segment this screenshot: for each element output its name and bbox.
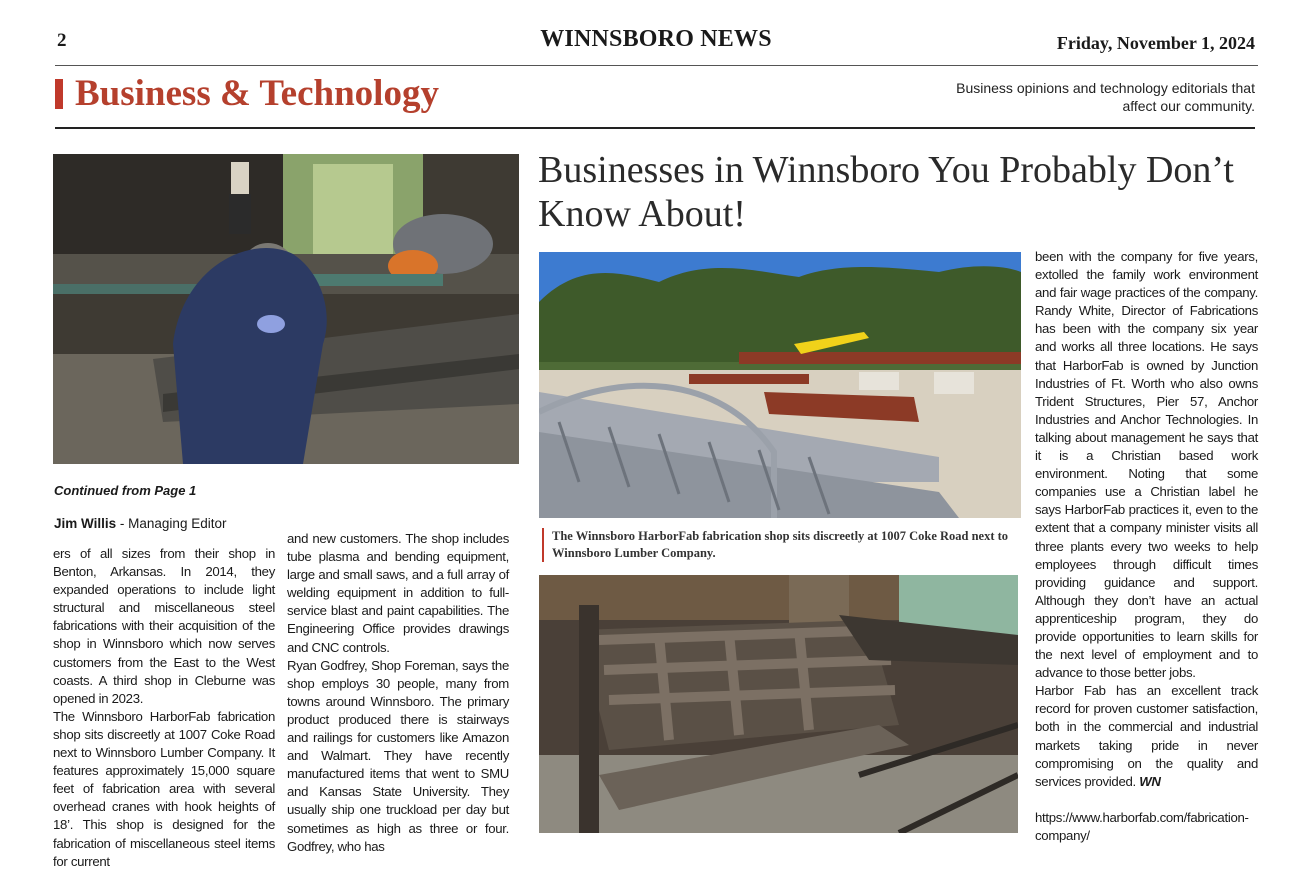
section-title: Business & Technology: [75, 73, 439, 114]
paragraph: The Winnsboro HarborFab fabrication shop sits discreetly at 1007 Coke Road next to Winnsboro Lumber Company. It features approximately 15,000 square feet of fabrication area with several overhead cranes with hook heights of 18’. This shop is designed for the fabrication of miscellaneous steel items for current: [53, 708, 275, 869]
masthead: WINNSBORO NEWS: [540, 26, 772, 52]
welder-photo: [53, 154, 519, 464]
continued-label: Continued from Page 1: [54, 483, 197, 498]
source-url[interactable]: https://www.harborfab.com/fabrication-company/: [1035, 809, 1249, 843]
fabrication-yard-photo: [539, 252, 1021, 518]
signoff-mark: WN: [1139, 773, 1161, 789]
photo-caption: The Winnsboro HarborFab fabrication shop sits discreetly at 1007 Coke Road next to Winnsboro Lumber Company.: [542, 528, 1028, 562]
paragraph: been with the company for five years, extolled the family work environment and fair wage practices of the company. Randy White, Director of Fabrications has been with the company six year and works all three locations. He says that HarborFab is owned by Junction Industries of Ft. Worth who also owns Trident Structures, Pier 57, Anchor Industries and Anchor Technologies. In talking about management he says that it is a Christian based work environment. Noting that some companies use a Christian label he says HarborFab practices it, even to the extent that a company minister visits all three plants every two weeks to help employees through difficult times providing guidance and support. Although they don’t have an actual apprenticeship program, they do provide opportunities to learn skills for the next level of employment and to advance to those better jobs.: [1035, 249, 1258, 681]
paragraph: [1035, 682, 1258, 791]
page-number: 2: [57, 30, 67, 51]
byline: [54, 516, 226, 531]
paragraph: and new customers. The shop includes tube plasma and bending equipment, large and small saws, and a full array of welding equipment in addition to full-service blast and paint capabilities. The Engineering Office provides drawings and CNC controls.: [287, 531, 509, 655]
article-column-2: [287, 530, 509, 856]
section-tagline: Business opinions and technology editorials that affect our community.: [956, 80, 1255, 114]
article-column-3: [1035, 248, 1258, 845]
issue-date: Friday, November 1, 2024: [1056, 33, 1255, 53]
shop-interior-photo: [539, 575, 1018, 833]
section-rule: [55, 127, 1255, 129]
article-column-1: [53, 545, 275, 871]
article-headline: Businesses in Winnsboro You Probably Don’t Know About!: [538, 149, 1234, 235]
section-accent-bar: [55, 79, 63, 109]
author-name: Jim Willis: [54, 516, 117, 531]
paragraph: ers of all sizes from their shop in Benton, Arkansas. In 2014, they expanded operations to include light structural and miscellaneous steel fabrications with their acquisition of the shop in Winnsboro which now serves customers from the East to the West coasts. A third shop in Cleburne was opened in 2023.: [53, 546, 275, 706]
author-role: - Managing Editor: [116, 516, 227, 531]
header-rule: [55, 65, 1258, 66]
paragraph: Ryan Godfrey, Shop Foreman, says the shop employs 30 people, many from towns around Winnsboro. The primary product produced there is stairways and railings for customers like Amazon and Walmart. They have recently manufactured items that went to SMU and Kansas State University. They usually ship one truckload per day but sometimes as high as three or four. Godfrey, who has: [287, 657, 509, 854]
paragraph-text: Harbor Fab has an excellent track record for proven customer satisfaction, both in the commercial and industrial markets taking pride in never compromising on the quality and services provided.: [1035, 683, 1258, 789]
